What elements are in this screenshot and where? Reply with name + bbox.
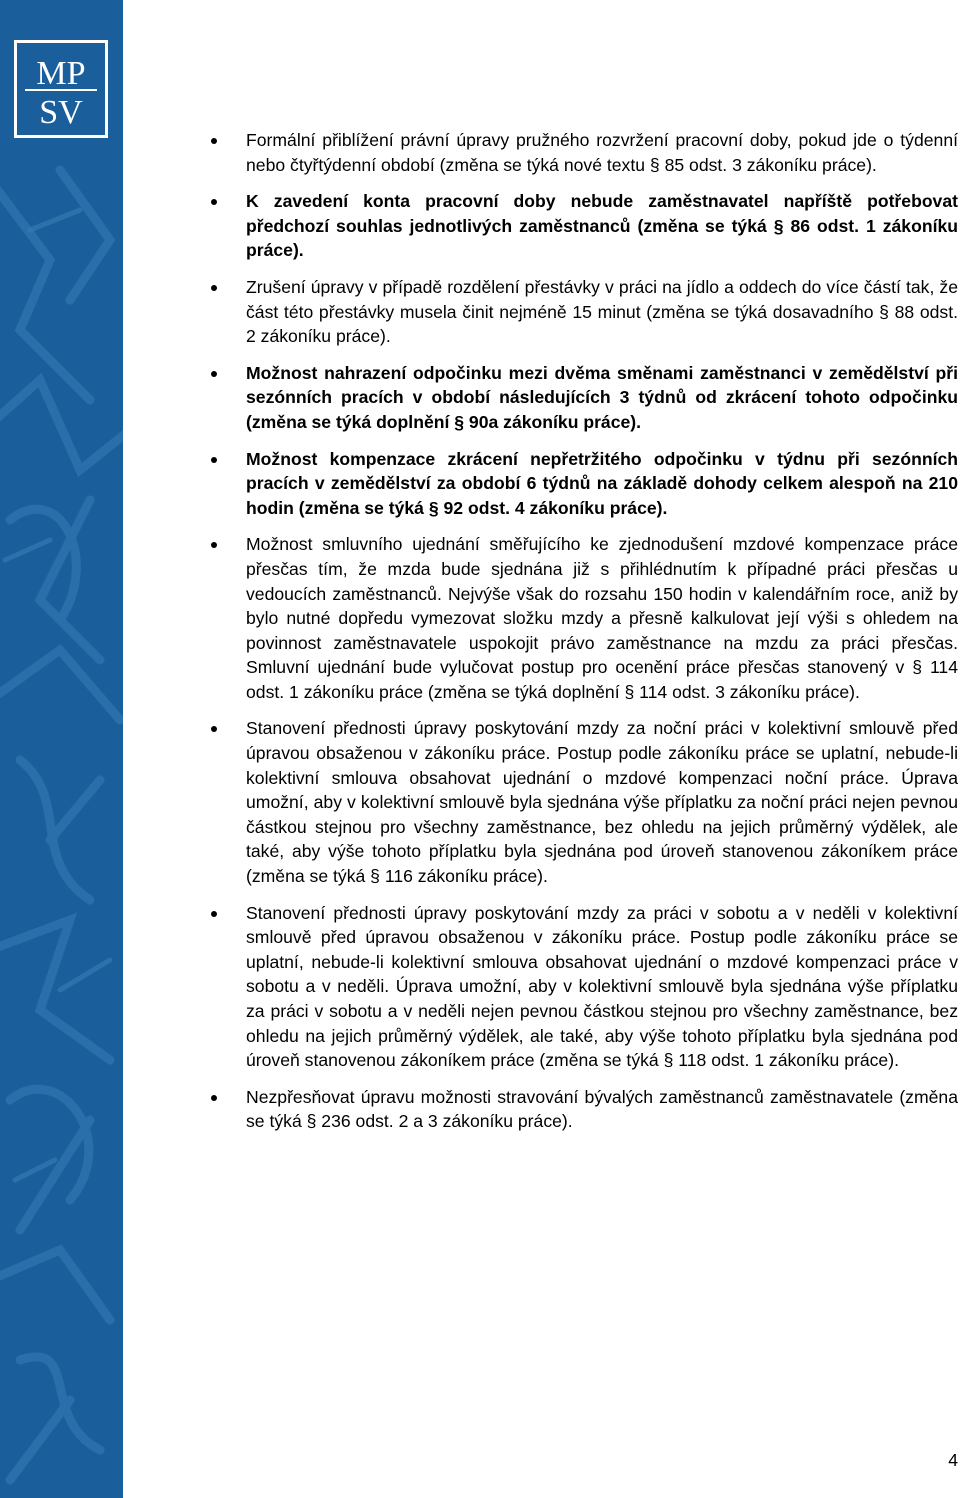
list-item <box>200 189 958 263</box>
list-item-text: Nezpřesňovat úpravu možnosti stravování bývalých zaměstnanců zaměstnavatele (změna se týká § 236 odst. 2 a 3 zákoníku práce). <box>246 1086 958 1132</box>
bullet-icon <box>211 371 217 377</box>
list-item <box>200 447 958 521</box>
svg-text:MP: MP <box>36 55 86 92</box>
list-item <box>200 275 958 349</box>
list-item-text: Formální přiblížení právní úpravy pružného rozvržení pracovní doby, pokud jde o týdenní nebo čtyřtýdenní období (změna se týká nové textu § 85 odst. 3 zákoníku práce). <box>246 130 958 175</box>
list-item-text: Možnost nahrazení odpočinku mezi dvěma směnami zaměstnanci v zemědělství při sezónních pracích v období následujících 3 týdnů od zkrácení tohoto odpočinku (změna se týká doplnění § 90a zákoníku práce). <box>246 362 958 432</box>
list-item <box>200 901 958 1073</box>
bullet-icon <box>211 199 217 205</box>
bullet-icon <box>211 457 217 463</box>
list-item <box>200 716 958 888</box>
list-item-text: K zavedení konta pracovní doby nebude zaměstnavatel napříště potřebovat předchozí souhlas jednotlivých zaměstnanců (změna se týká § 86 odst. 1 zákoníku práce). <box>246 191 958 261</box>
bullet-list <box>200 128 958 1146</box>
list-item-text: Možnost smluvního ujednání směřujícího ke zjednodušení mzdové kompenzace práce přesčas tím, že mzda bude sjednána již s přihlédnutím k případné práci přesčas u vedoucích zaměstnanců. Nejvýše však do rozsahu 150 hodin v kalendářním roce, aniž by bylo nutné dopředu vymezovat složku mzdy a přesně kalkulovat její výši s ohledem na povinnost zaměstnavatele uspokojit právo zaměstnance na mzdu za práci přesčas. Smluvní ujednání bude vylučovat postup pro ocenění práce přesčas stanovený v § 114 odst. 1 zákoníku práce (změna se týká doplnění § 114 odst. 3 zákoníku práce). <box>246 534 958 702</box>
list-item-text: Stanovení přednosti úpravy poskytování mzdy za práci v sobotu a v neděli v kolektivní smlouvě před úpravou obsaženou v zákoníku práce. Postup podle zákoníku práce se uplatní, nebude-li kolektivní smlouva obsahovat ujednání o mzdové kompenzaci práce v sobotu a v neděli. Úprava umožní, aby v kolektivní smlouvě byla sjednána výše příplatku za práci v sobotu a v neděli nejen pevnou částkou stejnou pro všechny zaměstnance, bez ohledu na jejich průměrný výdělek, ale také, aby výše tohoto příplatku byla sjednána pod úroveň stanovenou zákoníkem práce (změna se týká § 118 odst. 1 zákoníku práce). <box>246 902 958 1071</box>
page-number: 4 <box>948 1450 958 1470</box>
list-item <box>200 1085 958 1134</box>
list-item <box>200 532 958 704</box>
bullet-icon <box>211 1095 217 1101</box>
list-item <box>200 361 958 435</box>
list-item-text: Zrušení úpravy v případě rozdělení přestávky v práci na jídlo a oddech do více částí tak, že část této přestávky musela činit nejméně 15 minut (změna se týká dosavadního § 88 odst. 2 zákoníku práce). <box>246 276 958 347</box>
list-item-text: Možnost kompenzace zkrácení nepřetržitého odpočinku v týdnu při sezónních pracích v zemědělství za období 6 týdnů na základě dohody celkem alespoň na 210 hodin (změna se týká § 92 odst. 4 zákoníku práce). <box>246 448 958 518</box>
svg-text:SV: SV <box>39 94 83 131</box>
bullet-icon <box>211 726 217 732</box>
bullet-icon <box>211 911 217 917</box>
list-item-text: Stanovení přednosti úpravy poskytování mzdy za noční práci v kolektivní smlouvě před úpravou obsaženou v zákoníku práce. Postup podle zákoníku práce se uplatní, nebude-li kolektivní smlouva obsahovat ujednání o mzdové kompenzaci noční práce. Úprava umožní, aby v kolektivní smlouvě byla sjednána výše příplatku za noční práci nejen pevnou částkou stejnou pro všechny zaměstnance, bez ohledu na jejich průměrný výdělek, ale také, aby výše tohoto příplatku byla sjednána pod úroveň stanovenou zákoníkem práce (změna se týká § 116 zákoníku práce). <box>246 718 958 887</box>
mpsv-logo-mark <box>17 43 105 135</box>
list-item <box>200 128 958 177</box>
sidebar-band <box>0 0 123 1498</box>
mpsv-logo <box>14 40 108 138</box>
bullet-icon <box>211 542 217 548</box>
bullet-icon <box>211 285 217 291</box>
sidebar-watermark-pattern <box>0 0 123 1498</box>
bullet-icon <box>211 138 217 144</box>
